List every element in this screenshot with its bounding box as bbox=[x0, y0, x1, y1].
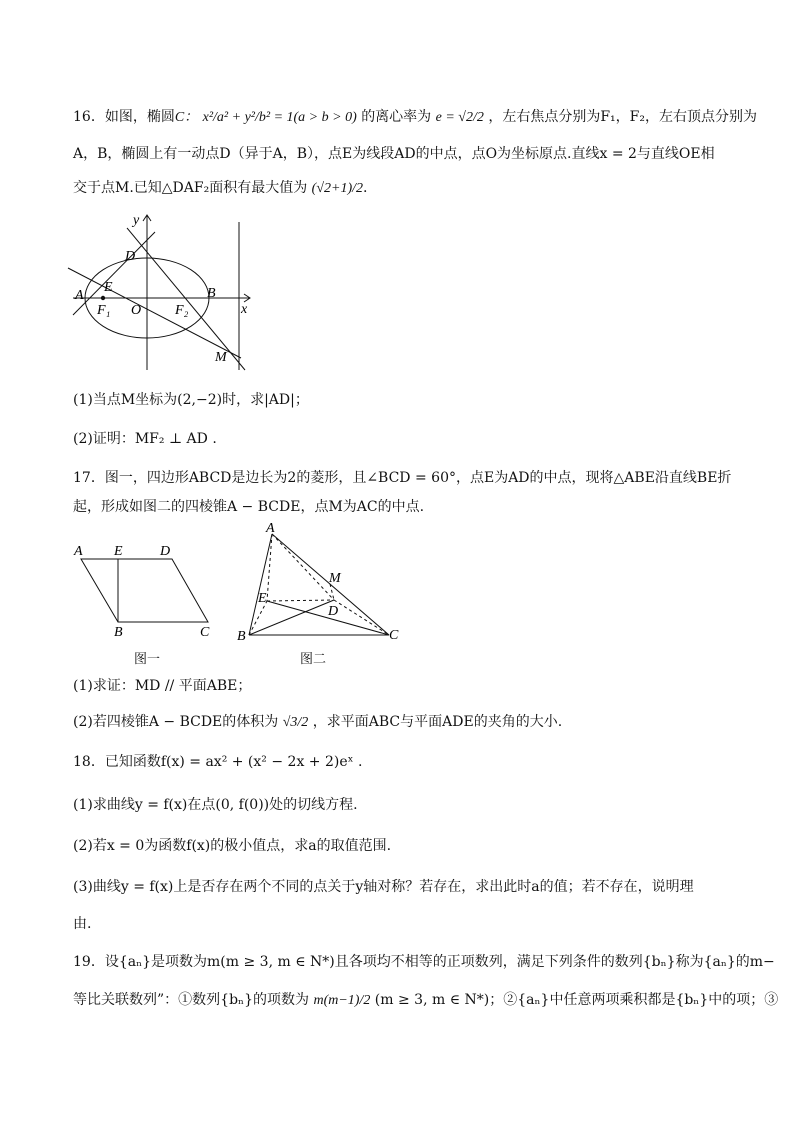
q19-term-count: m(m−1)/2 bbox=[313, 993, 371, 1008]
dashed-ED bbox=[267, 600, 334, 601]
q19-conditions: (m ≥ 3, m ∈ N*)；②{aₙ}中任意两项乘积都是{bₙ}中的项；③ bbox=[374, 992, 779, 1008]
fig1-label-D: D bbox=[160, 544, 171, 559]
ellipse-figure bbox=[65, 210, 265, 375]
q16-intro: 16．如图，椭圆 bbox=[73, 109, 175, 125]
label-x: x bbox=[241, 302, 248, 317]
q19-line1: 19．设{aₙ}是项数为m(m ≥ 3, m ∈ N*)且各项均不相等的正项数列，满足下列条件的数列{bₙ}称为{aₙ}的m− bbox=[73, 954, 775, 970]
fig2-label-C: C bbox=[389, 628, 399, 643]
fig1-label-C: C bbox=[200, 625, 210, 640]
fig2-label-M: M bbox=[329, 571, 341, 586]
q17-part1: (1)求证：MD // 平面ABE； bbox=[73, 678, 252, 694]
q16-area-text: 交于点M.已知△DAF₂面积有最大值为 bbox=[73, 180, 308, 196]
q18-part3-end: 由. bbox=[73, 916, 92, 932]
q17-volume-value: √3/2 bbox=[282, 715, 309, 730]
q16-ellipse-equation: x²/a² + y²/b² = 1(a > b > 0) bbox=[202, 110, 357, 125]
q16-line1 bbox=[73, 107, 757, 128]
fig2-label-A: A bbox=[266, 522, 275, 536]
q16-ellipse-name: C： bbox=[174, 110, 199, 125]
line-OM bbox=[68, 268, 241, 358]
q16-area-value: (√2+1)/2 bbox=[311, 181, 364, 196]
figure-two bbox=[232, 522, 407, 647]
label-D: D bbox=[125, 249, 136, 264]
q17-line1: 17．图一，四边形ABCD是边长为2的菱形，且∠BCD = 60°，点E为AD的中点，现将△ABE沿直线BE折 bbox=[73, 470, 732, 486]
q18-line1: 18．已知函数f(x) = ax² + (x² − 2x + 2)eˣ . bbox=[73, 754, 363, 770]
label-F1: F₁ bbox=[97, 303, 111, 318]
fig1-label-B: B bbox=[114, 625, 123, 640]
line-AD bbox=[73, 232, 155, 315]
q18-part1: (1)求曲线y = f(x)在点(0, f(0))处的切线方程. bbox=[73, 797, 358, 813]
fig2-label-E: E bbox=[258, 591, 267, 606]
q16-part2: (2)证明：MF₂ ⊥ AD . bbox=[73, 431, 217, 447]
q19-line2 bbox=[73, 990, 778, 1011]
label-M: M bbox=[215, 350, 227, 365]
figure-one-caption: 图一 bbox=[134, 652, 161, 667]
label-E: E bbox=[104, 280, 113, 295]
q17-part2 bbox=[73, 712, 562, 733]
q16-eccentricity-text: 的离心率为 bbox=[361, 109, 432, 125]
q16-line2: A，B，椭圆上有一动点D（异于A，B），点E为线段AD的中点，点O为坐标原点.直线x = 2与直线OE相 bbox=[73, 146, 715, 162]
q18-part3: (3)曲线y = f(x)上是否存在两个不同的点关于y轴对称？若存在，求出此时a的值；若不存在，说明理 bbox=[73, 879, 694, 895]
q16-line3 bbox=[73, 178, 367, 199]
q16-part1: (1)当点M坐标为(2,−2)时，求|AD|； bbox=[73, 392, 309, 408]
label-A: A bbox=[75, 288, 84, 303]
q17-part2-text: (2)若四棱锥A − BCDE的体积为 bbox=[73, 714, 279, 730]
figure-two-caption: 图二 bbox=[300, 652, 327, 667]
dashed-DC bbox=[334, 600, 389, 635]
label-y: y bbox=[133, 213, 140, 228]
fig2-label-B: B bbox=[237, 629, 246, 644]
focus-F1-dot bbox=[101, 296, 105, 300]
line-DM bbox=[127, 228, 245, 370]
q16-foci-text: ，左右焦点分别为F₁，F₂，左右顶点分别为 bbox=[488, 109, 757, 125]
fig1-label-E: E bbox=[114, 544, 123, 559]
label-O: O bbox=[131, 303, 142, 318]
q17-line2: 起，形成如图二的四棱锥A − BCDE，点M为AC的中点. bbox=[73, 499, 425, 515]
q19-intro: 等比关联数列”：①数列{bₙ}的项数为 bbox=[73, 992, 309, 1008]
label-F2: F₂ bbox=[175, 303, 189, 318]
label-B: B bbox=[207, 286, 216, 301]
fig1-label-A: A bbox=[74, 544, 83, 559]
dashed-BE bbox=[249, 601, 267, 635]
q17-part2-rest: ，求平面ABC与平面ADE的夹角的大小. bbox=[312, 714, 563, 730]
q16-period: . bbox=[363, 180, 368, 196]
rhombus-ABCD bbox=[81, 559, 208, 622]
figure-one bbox=[68, 540, 218, 640]
q18-part2: (2)若x = 0为函数f(x)的极小值点，求a的取值范围. bbox=[73, 838, 392, 854]
fig2-label-D: D bbox=[328, 604, 339, 619]
q16-eccentricity-value: e = √2/2 bbox=[435, 110, 484, 125]
dashed-AD bbox=[272, 534, 334, 600]
